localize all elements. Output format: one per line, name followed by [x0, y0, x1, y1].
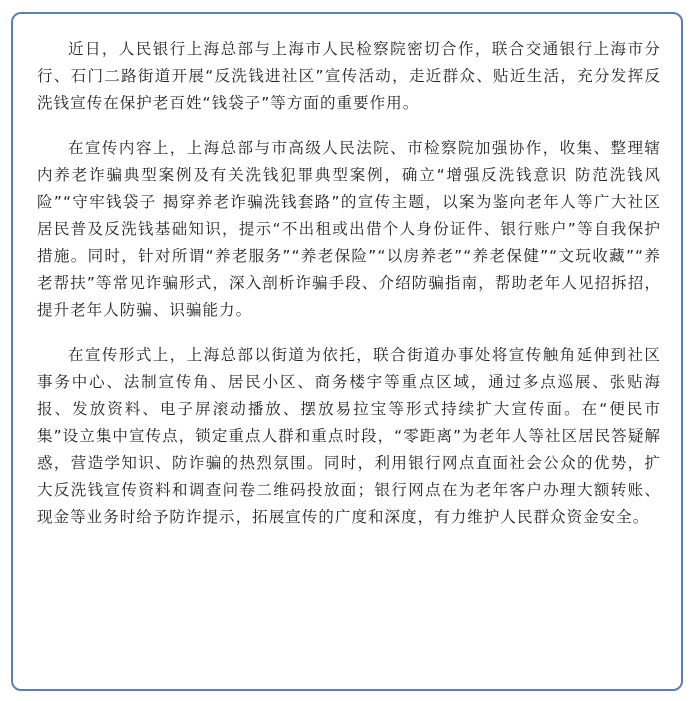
- paragraph-intro: 近日，人民银行上海总部与上海市人民检察院密切合作，联合交通银行上海市分行、石门二路街道开展“反洗钱进社区”宣传活动，走近群众、贴近生活，充分发挥反洗钱宣传在保护老百姓“钱袋子”等方面的重要作用。: [37, 40, 661, 112]
- article-frame: [11, 12, 683, 691]
- paragraph-content: 在宣传内容上，上海总部与市高级人民法院、市检察院加强协作，收集、整理辖内养老诈骗典型案例及有关洗钱犯罪典型案例，确立“增强反洗钱意识 防范洗钱风险”“守牢钱袋子 揭穿养老诈骗洗钱套路”的宣传主题，以案为鉴向老年人等广大社区居民普及反洗钱基础知识，提示“不出租或出借个人身份证件、银行账户”等自我保护措施。同时，针对所谓“养老服务”“养老保险”“以房养老”“养老保健”“文玩收藏”“养老帮扶”等常见诈骗形式，深入剖析诈骗手段、介绍防骗指南，帮助老年人见招拆招，提升老年人防骗、识骗能力。: [37, 139, 661, 319]
- paragraph-form: 在宣传形式上，上海总部以街道为依托，联合街道办事处将宣传触角延伸到社区事务中心、法制宣传角、居民小区、商务楼宇等重点区域，通过多点巡展、张贴海报、发放资料、电子屏滚动播放、摆放易拉宝等形式持续扩大宣传面。在“便民市集”设立集中宣传点，锁定重点人群和重点时段，“零距离”为老年人等社区居民答疑解惑，营造学知识、防诈骗的热烈氛围。同时，利用银行网点直面社会公众的优势，扩大反洗钱宣传资料和调查问卷二维码投放面；银行网点在为老年客户办理大额转账、现金等业务时给予防诈提示，拓展宣传的广度和深度，有力维护人民群众资金安全。: [37, 346, 661, 526]
